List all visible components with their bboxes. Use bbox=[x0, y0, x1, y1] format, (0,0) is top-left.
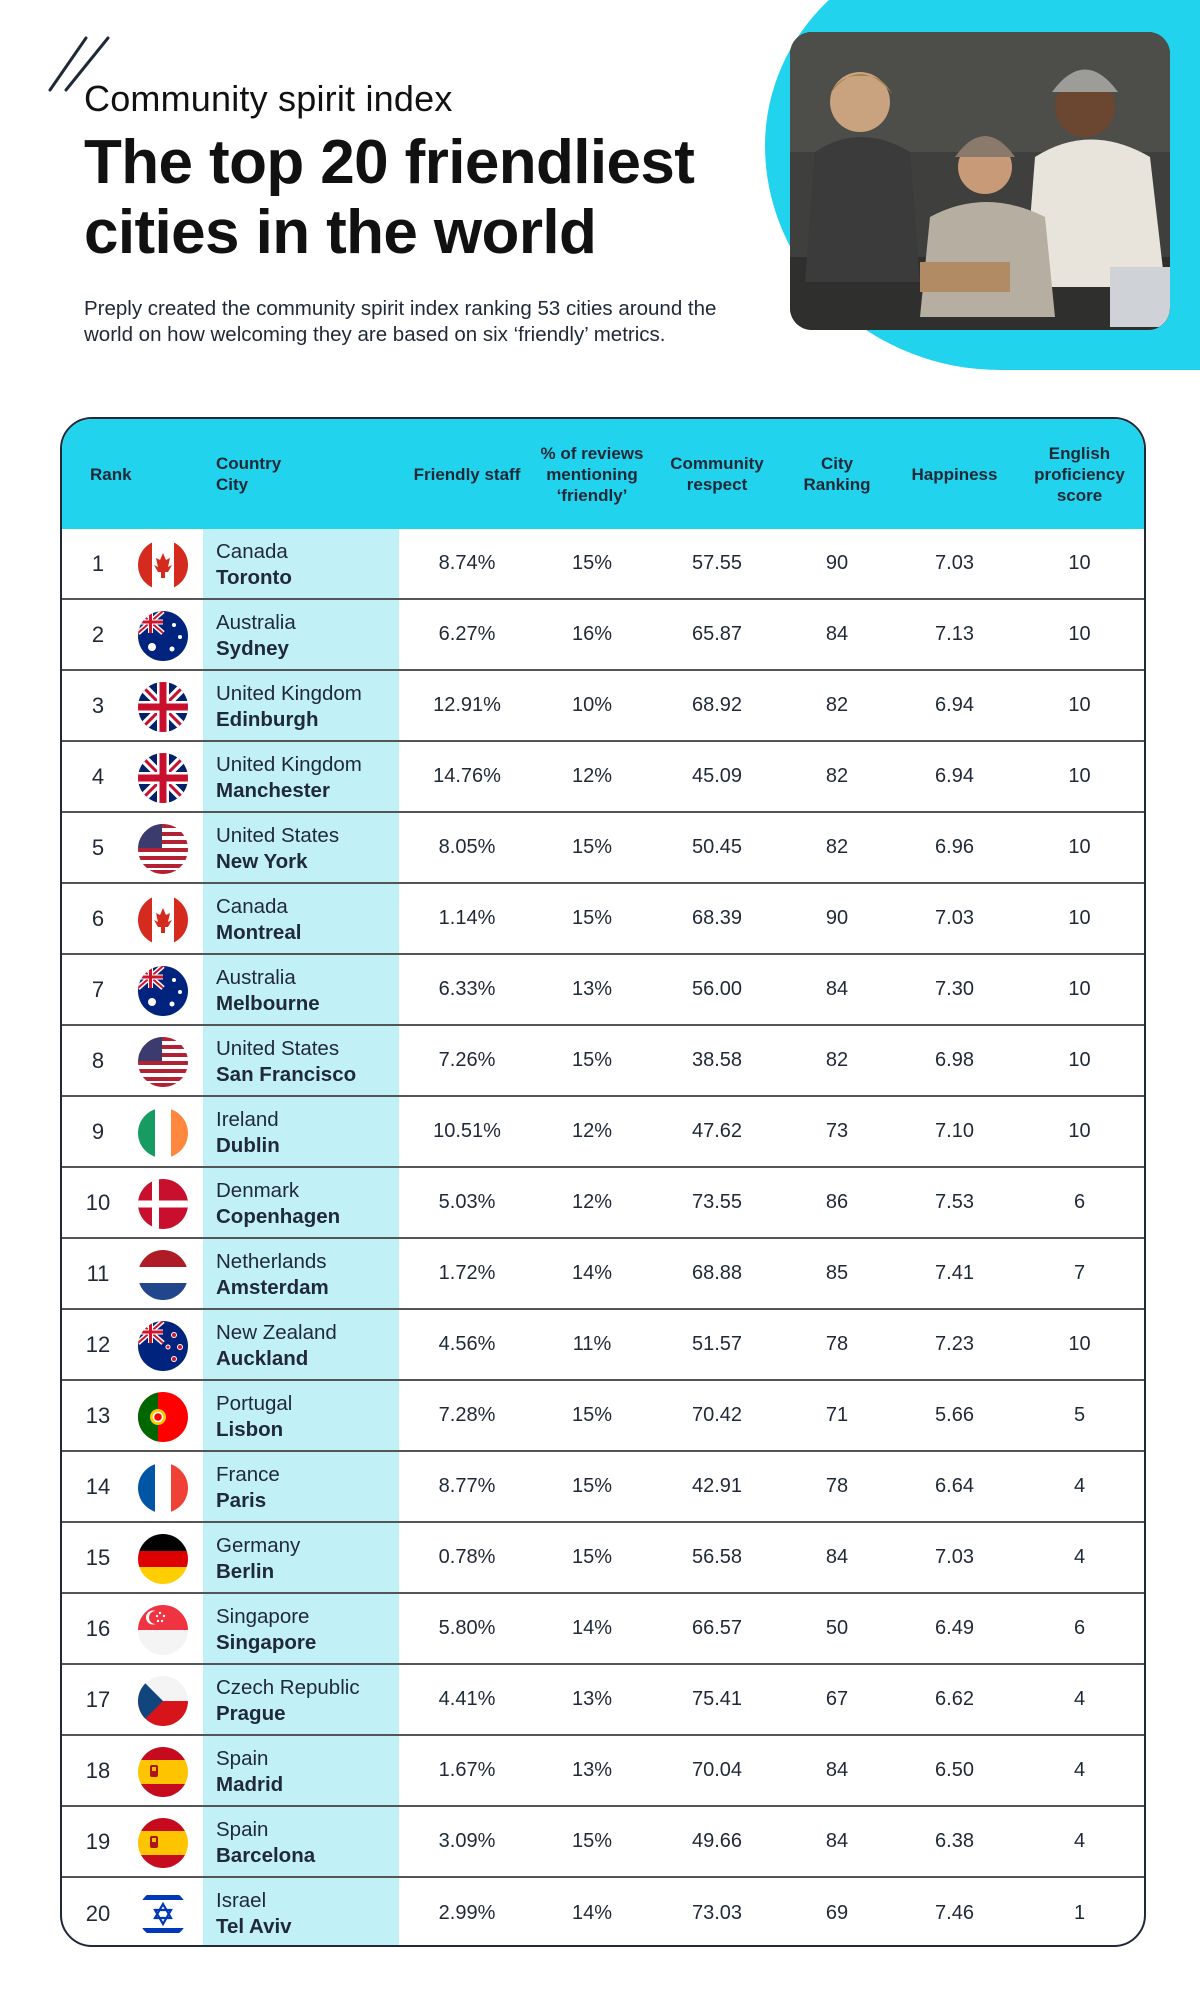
country-name: Ireland bbox=[216, 1108, 279, 1131]
city-name: San Francisco bbox=[216, 1063, 357, 1086]
english-cell: 4 bbox=[1073, 1546, 1086, 1568]
location-cell bbox=[216, 1249, 329, 1301]
table-row bbox=[62, 1026, 1144, 1097]
english-cell: 10 bbox=[1068, 1333, 1091, 1355]
friendly-staff-cell: 3.09% bbox=[438, 1830, 496, 1852]
ranking-table bbox=[60, 417, 1146, 1947]
friendly-staff-cell: 8.05% bbox=[438, 836, 496, 858]
friendly-staff-cell: 6.27% bbox=[438, 623, 496, 645]
table-header bbox=[62, 419, 1144, 529]
reviews-cell: 14% bbox=[571, 1262, 613, 1284]
location-cell bbox=[216, 823, 339, 875]
friendly-staff-cell: 1.14% bbox=[438, 907, 496, 929]
rank-cell: 8 bbox=[91, 1047, 105, 1073]
english-cell: 10 bbox=[1068, 1120, 1091, 1142]
english-cell: 10 bbox=[1068, 552, 1091, 574]
table-row bbox=[62, 1452, 1144, 1523]
rank-cell: 2 bbox=[91, 621, 105, 647]
english-cell: 6 bbox=[1073, 1191, 1086, 1213]
country-name: Singapore bbox=[216, 1605, 310, 1628]
city-ranking-cell: 90 bbox=[825, 907, 849, 929]
table-row bbox=[62, 813, 1144, 884]
happiness-cell: 7.03 bbox=[935, 552, 974, 574]
spain-flag-icon bbox=[138, 1747, 188, 1797]
location-cell bbox=[216, 1320, 337, 1372]
friendly-staff-cell: 5.80% bbox=[438, 1617, 496, 1639]
community-respect-cell: 51.57 bbox=[691, 1333, 743, 1355]
community-respect-cell: 57.55 bbox=[691, 552, 743, 574]
reviews-cell: 15% bbox=[571, 1830, 613, 1852]
page-subtitle: Preply created the community spirit index ranking 53 cities around the world on how welcoming they are based on six ‘friendly’ metrics. bbox=[84, 297, 717, 346]
country-name: United States bbox=[216, 824, 340, 847]
community-respect-cell: 73.55 bbox=[691, 1191, 743, 1213]
rank-cell: 14 bbox=[85, 1473, 111, 1499]
location-cell bbox=[216, 1462, 280, 1514]
reviews-cell: 13% bbox=[571, 1688, 613, 1710]
friendly-staff-cell: 0.78% bbox=[438, 1546, 496, 1568]
rank-cell: 20 bbox=[85, 1900, 111, 1926]
location-cell bbox=[216, 1675, 360, 1727]
city-name: Auckland bbox=[216, 1347, 309, 1370]
rank-cell: 18 bbox=[85, 1757, 111, 1783]
location-cell bbox=[216, 1178, 340, 1230]
city-ranking-cell: 90 bbox=[825, 552, 849, 574]
city-ranking-cell: 84 bbox=[825, 623, 849, 645]
friendly-staff-cell: 8.77% bbox=[438, 1475, 496, 1497]
happiness-cell: 6.64 bbox=[935, 1475, 974, 1497]
city-name: Prague bbox=[216, 1702, 286, 1725]
friendly-staff-cell: 10.51% bbox=[433, 1120, 501, 1142]
table-row bbox=[62, 1310, 1144, 1381]
happiness-cell: 7.03 bbox=[935, 907, 974, 929]
community-respect-cell: 68.88 bbox=[691, 1262, 743, 1284]
city-name: Paris bbox=[216, 1489, 267, 1512]
community-respect-cell: 68.92 bbox=[691, 694, 743, 716]
location-cell bbox=[216, 965, 320, 1017]
community-respect-cell: 56.00 bbox=[691, 978, 743, 1000]
english-cell: 7 bbox=[1073, 1262, 1086, 1284]
city-name: Tel Aviv bbox=[216, 1915, 292, 1938]
reviews-cell: 13% bbox=[571, 1759, 613, 1781]
city-name: Copenhagen bbox=[216, 1205, 341, 1228]
friendly-staff-cell: 4.41% bbox=[438, 1688, 496, 1710]
friendly-staff-cell: 7.28% bbox=[438, 1404, 496, 1426]
location-cell bbox=[216, 539, 292, 591]
location-cell bbox=[216, 894, 301, 946]
country-name: United Kingdom bbox=[216, 753, 362, 776]
city-ranking-cell: 84 bbox=[825, 1546, 849, 1568]
reviews-cell: 15% bbox=[571, 907, 613, 929]
table-row bbox=[62, 1736, 1144, 1807]
rank-cell: 5 bbox=[91, 834, 105, 860]
english-cell: 10 bbox=[1068, 978, 1091, 1000]
rank-cell: 17 bbox=[85, 1686, 111, 1712]
table-row bbox=[62, 1239, 1144, 1310]
happiness-cell: 5.66 bbox=[935, 1404, 974, 1426]
friendly-staff-cell: 8.74% bbox=[438, 552, 496, 574]
table-row bbox=[62, 884, 1144, 955]
rank-cell: 6 bbox=[91, 905, 105, 931]
city-ranking-cell: 84 bbox=[825, 978, 849, 1000]
canada-flag-icon bbox=[138, 895, 188, 945]
rank-cell: 3 bbox=[91, 692, 105, 718]
country-name: Israel bbox=[216, 1889, 267, 1912]
location-cell bbox=[216, 1888, 292, 1940]
uk-flag-icon bbox=[138, 753, 188, 803]
city-ranking-cell: 78 bbox=[825, 1475, 849, 1497]
community-respect-cell: 49.66 bbox=[691, 1830, 743, 1852]
community-respect-cell: 70.04 bbox=[691, 1759, 743, 1781]
friendly-staff-cell: 14.76% bbox=[433, 765, 501, 787]
friendly-staff-cell: 4.56% bbox=[438, 1333, 496, 1355]
rank-cell: 10 bbox=[85, 1189, 111, 1215]
location-cell bbox=[216, 1604, 316, 1656]
country-name: France bbox=[216, 1463, 280, 1486]
city-ranking-cell: 50 bbox=[825, 1617, 849, 1639]
header-english: English proficiency score bbox=[1034, 443, 1125, 505]
uk-flag-icon bbox=[138, 682, 188, 732]
reviews-cell: 12% bbox=[571, 1120, 613, 1142]
usa-flag-icon bbox=[138, 1037, 188, 1087]
location-cell bbox=[216, 1533, 300, 1585]
table-row bbox=[62, 1807, 1144, 1878]
rank-cell: 19 bbox=[85, 1828, 111, 1854]
reviews-cell: 13% bbox=[571, 978, 613, 1000]
english-cell: 4 bbox=[1073, 1475, 1086, 1497]
reviews-cell: 15% bbox=[571, 1475, 613, 1497]
table-row bbox=[62, 529, 1144, 600]
hero-photo bbox=[790, 32, 1170, 330]
reviews-cell: 14% bbox=[571, 1902, 613, 1924]
header-country: Country bbox=[216, 454, 282, 473]
happiness-cell: 6.62 bbox=[935, 1688, 974, 1710]
table-row bbox=[62, 1665, 1144, 1736]
table-row bbox=[62, 600, 1144, 671]
portugal-flag-icon bbox=[138, 1392, 188, 1442]
english-cell: 5 bbox=[1073, 1404, 1086, 1426]
netherlands-flag-icon bbox=[138, 1250, 188, 1300]
germany-flag-icon bbox=[138, 1534, 188, 1584]
country-name: Australia bbox=[216, 611, 296, 634]
city-ranking-cell: 82 bbox=[825, 836, 849, 858]
country-name: United Kingdom bbox=[216, 682, 362, 705]
community-respect-cell: 47.62 bbox=[691, 1120, 743, 1142]
city-name: Toronto bbox=[216, 566, 292, 589]
city-name: Singapore bbox=[216, 1631, 317, 1654]
community-respect-cell: 68.39 bbox=[691, 907, 743, 929]
community-respect-cell: 75.41 bbox=[691, 1688, 743, 1710]
city-ranking-cell: 85 bbox=[825, 1262, 849, 1284]
english-cell: 10 bbox=[1068, 623, 1091, 645]
english-cell: 10 bbox=[1068, 836, 1091, 858]
city-name: Manchester bbox=[216, 779, 330, 802]
community-respect-cell: 45.09 bbox=[691, 765, 743, 787]
english-cell: 10 bbox=[1068, 765, 1091, 787]
reviews-cell: 12% bbox=[571, 765, 613, 787]
happiness-cell: 7.46 bbox=[935, 1902, 974, 1924]
city-ranking-cell: 82 bbox=[825, 694, 849, 716]
english-cell: 10 bbox=[1068, 1049, 1091, 1071]
reviews-cell: 16% bbox=[571, 623, 613, 645]
kicker-text: Community spirit index bbox=[84, 78, 453, 119]
city-ranking-cell: 67 bbox=[825, 1688, 849, 1710]
australia-flag-icon bbox=[138, 611, 188, 661]
city-name: Amsterdam bbox=[216, 1276, 329, 1299]
australia-flag-icon bbox=[138, 966, 188, 1016]
country-name: New Zealand bbox=[216, 1321, 337, 1344]
reviews-cell: 15% bbox=[571, 1404, 613, 1426]
friendly-staff-cell: 2.99% bbox=[438, 1902, 496, 1924]
country-name: Netherlands bbox=[216, 1250, 327, 1273]
table-row bbox=[62, 955, 1144, 1026]
reviews-cell: 15% bbox=[571, 1049, 613, 1071]
city-ranking-cell: 84 bbox=[825, 1759, 849, 1781]
city-name: Lisbon bbox=[216, 1418, 284, 1441]
rank-cell: 13 bbox=[85, 1402, 111, 1428]
english-cell: 4 bbox=[1073, 1830, 1086, 1852]
city-ranking-cell: 78 bbox=[825, 1333, 849, 1355]
community-respect-cell: 65.87 bbox=[691, 623, 743, 645]
location-cell bbox=[216, 1817, 315, 1869]
country-name: Canada bbox=[216, 895, 288, 918]
happiness-cell: 6.98 bbox=[935, 1049, 974, 1071]
reviews-cell: 15% bbox=[571, 552, 613, 574]
page-title: The top 20 friendliest cities in the world bbox=[84, 128, 695, 267]
location-cell bbox=[216, 610, 296, 662]
community-respect-cell: 38.58 bbox=[691, 1049, 743, 1071]
city-name: Barcelona bbox=[216, 1844, 316, 1867]
community-respect-cell: 70.42 bbox=[691, 1404, 743, 1426]
rank-cell: 11 bbox=[86, 1260, 110, 1286]
location-cell bbox=[216, 1746, 283, 1798]
happiness-cell: 6.96 bbox=[935, 836, 974, 858]
country-name: Canada bbox=[216, 540, 288, 563]
country-name: Czech Republic bbox=[216, 1676, 360, 1699]
denmark-flag-icon bbox=[138, 1179, 188, 1229]
english-cell: 4 bbox=[1073, 1759, 1086, 1781]
english-cell: 10 bbox=[1068, 907, 1091, 929]
header-reviews: % of reviews mentioning ‘friendly’ bbox=[540, 443, 644, 505]
city-name: Madrid bbox=[216, 1773, 284, 1796]
location-cell bbox=[216, 1036, 356, 1088]
singapore-flag-icon bbox=[138, 1605, 188, 1655]
israel-flag-icon bbox=[138, 1889, 188, 1939]
happiness-cell: 6.49 bbox=[935, 1617, 974, 1639]
friendly-staff-cell: 6.33% bbox=[438, 978, 496, 1000]
city-ranking-cell: 86 bbox=[825, 1191, 849, 1213]
location-cell bbox=[216, 1391, 292, 1443]
new-zealand-flag-icon bbox=[138, 1321, 188, 1371]
happiness-cell: 7.10 bbox=[935, 1120, 974, 1142]
city-name: Edinburgh bbox=[216, 708, 319, 731]
country-name: United States bbox=[216, 1037, 340, 1060]
friendly-staff-cell: 5.03% bbox=[438, 1191, 496, 1213]
english-cell: 6 bbox=[1073, 1617, 1086, 1639]
rank-cell: 12 bbox=[85, 1331, 111, 1357]
city-ranking-cell: 71 bbox=[825, 1404, 849, 1426]
reviews-cell: 14% bbox=[571, 1617, 613, 1639]
header-community-respect: Community respect bbox=[670, 454, 764, 494]
reviews-cell: 12% bbox=[571, 1191, 613, 1213]
english-cell: 1 bbox=[1073, 1902, 1086, 1924]
city-name: Berlin bbox=[216, 1560, 275, 1583]
english-cell: 10 bbox=[1068, 694, 1091, 716]
ireland-flag-icon bbox=[138, 1108, 188, 1158]
community-respect-cell: 42.91 bbox=[691, 1475, 743, 1497]
country-name: Germany bbox=[216, 1534, 301, 1557]
city-ranking-cell: 82 bbox=[825, 1049, 849, 1071]
header-happiness: Happiness bbox=[911, 464, 998, 484]
country-name: Denmark bbox=[216, 1179, 300, 1202]
city-ranking-cell: 73 bbox=[825, 1120, 849, 1142]
canada-flag-icon bbox=[138, 540, 188, 590]
reviews-cell: 15% bbox=[571, 836, 613, 858]
english-cell: 4 bbox=[1073, 1688, 1086, 1710]
rank-cell: 15 bbox=[85, 1544, 111, 1570]
city-ranking-cell: 82 bbox=[825, 765, 849, 787]
happiness-cell: 7.41 bbox=[935, 1262, 974, 1284]
table-row bbox=[62, 1168, 1144, 1239]
city-name: Dublin bbox=[216, 1134, 280, 1157]
reviews-cell: 11% bbox=[572, 1333, 612, 1355]
happiness-cell: 7.03 bbox=[935, 1546, 974, 1568]
happiness-cell: 6.94 bbox=[935, 765, 974, 787]
happiness-cell: 7.13 bbox=[935, 623, 974, 645]
reviews-cell: 15% bbox=[571, 1546, 613, 1568]
location-cell bbox=[216, 681, 362, 733]
city-name: New York bbox=[216, 850, 308, 873]
community-respect-cell: 73.03 bbox=[691, 1902, 743, 1924]
city-name: Melbourne bbox=[216, 992, 320, 1015]
city-name: Montreal bbox=[216, 921, 302, 944]
rank-cell: 7 bbox=[91, 976, 105, 1002]
header-city: City bbox=[216, 475, 249, 494]
header-friendly-staff: Friendly staff bbox=[413, 464, 521, 484]
header-rank: Rank bbox=[90, 464, 132, 484]
spain-flag-icon bbox=[138, 1818, 188, 1868]
table-row bbox=[62, 1594, 1144, 1665]
country-name: Portugal bbox=[216, 1392, 293, 1415]
rank-cell: 9 bbox=[91, 1118, 105, 1144]
community-respect-cell: 50.45 bbox=[691, 836, 743, 858]
city-ranking-cell: 69 bbox=[825, 1902, 849, 1924]
reviews-cell: 10% bbox=[571, 694, 613, 716]
location-cell bbox=[216, 752, 362, 804]
location-cell bbox=[216, 1107, 280, 1159]
table-row bbox=[62, 671, 1144, 742]
happiness-cell: 6.50 bbox=[935, 1759, 974, 1781]
friendly-staff-cell: 7.26% bbox=[438, 1049, 496, 1071]
city-name: Sydney bbox=[216, 637, 289, 660]
country-name: Spain bbox=[216, 1818, 269, 1841]
happiness-cell: 6.94 bbox=[935, 694, 974, 716]
czech-flag-icon bbox=[138, 1676, 188, 1726]
rank-cell: 16 bbox=[85, 1615, 111, 1641]
table-row bbox=[62, 1097, 1144, 1168]
city-ranking-cell: 84 bbox=[825, 1830, 849, 1852]
community-respect-cell: 56.58 bbox=[691, 1546, 743, 1568]
table-row bbox=[62, 1381, 1144, 1452]
france-flag-icon bbox=[138, 1463, 188, 1513]
happiness-cell: 7.30 bbox=[935, 978, 974, 1000]
community-respect-cell: 66.57 bbox=[691, 1617, 743, 1639]
rank-cell: 4 bbox=[91, 763, 105, 789]
header-city-ranking: City Ranking bbox=[803, 454, 871, 494]
friendly-staff-cell: 1.67% bbox=[438, 1759, 496, 1781]
rank-cell: 1 bbox=[91, 550, 105, 576]
usa-flag-icon bbox=[138, 824, 188, 874]
country-name: Spain bbox=[216, 1747, 269, 1770]
table-row bbox=[62, 1523, 1144, 1594]
happiness-cell: 7.53 bbox=[935, 1191, 974, 1213]
header-country-city bbox=[216, 419, 386, 529]
table-row bbox=[62, 1878, 1144, 1947]
table-row bbox=[62, 742, 1144, 813]
happiness-cell: 6.38 bbox=[935, 1830, 974, 1852]
country-name: Australia bbox=[216, 966, 296, 989]
friendly-staff-cell: 12.91% bbox=[433, 694, 501, 716]
happiness-cell: 7.23 bbox=[935, 1333, 974, 1355]
friendly-staff-cell: 1.72% bbox=[438, 1262, 496, 1284]
